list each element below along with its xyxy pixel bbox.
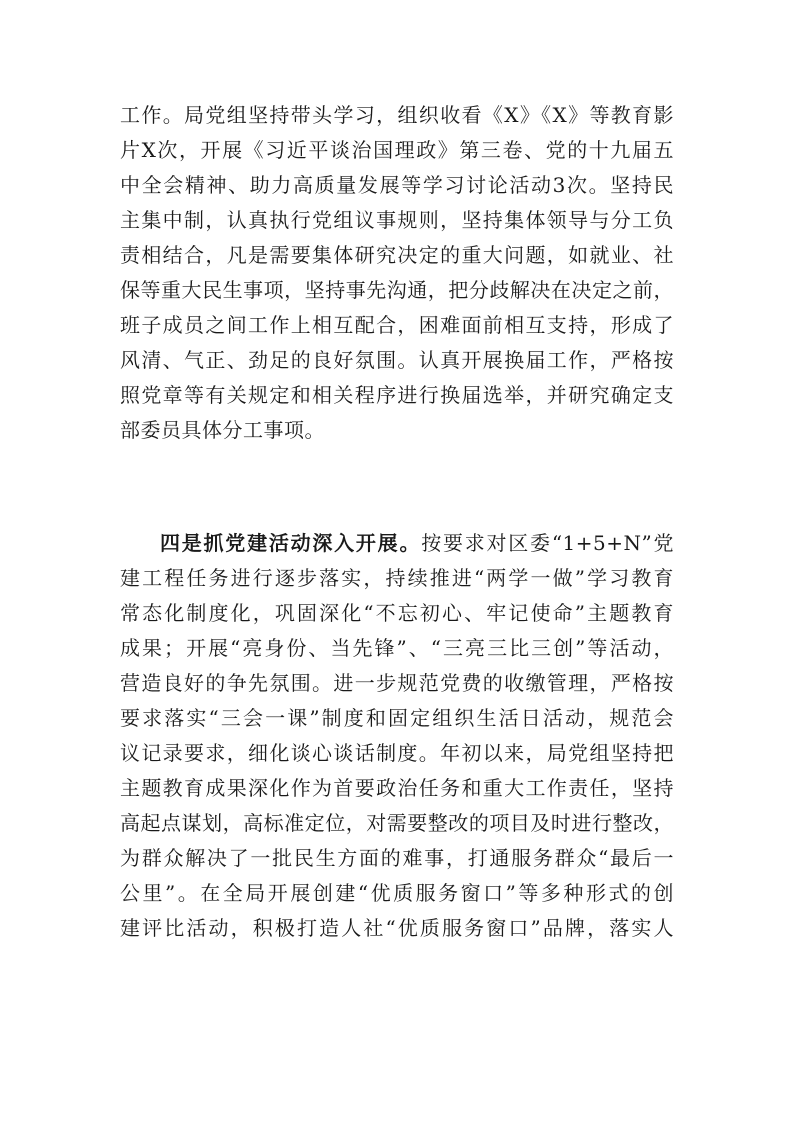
- paragraph-line: 公里”。在全局开展创建“优质服务窗口”等多种形式的创: [120, 881, 674, 905]
- paragraph-line: 主集中制，认真执行党组议事规则，坚持集体领导与分工负: [120, 208, 674, 232]
- paragraph-line: 中全会精神、助力高质量发展等学习讨论活动3次。坚持民: [120, 173, 674, 197]
- paragraph-line: 议记录要求，细化谈心谈话制度。年初以来，局党组坚持把: [120, 741, 674, 765]
- paragraph-1: [120, 98, 674, 448]
- paragraph-line: 营造良好的争先氛围。进一步规范党费的收缴管理，严格按: [120, 671, 674, 695]
- paragraph-line: 责相结合，凡是需要集体研究决定的重大问题，如就业、社: [120, 243, 674, 267]
- paragraph-line: 要求落实“三会一课”制度和固定组织生活日活动，规范会: [120, 706, 674, 730]
- paragraph-line: 为群众解决了一批民生方面的难事，打通服务群众“最后一: [120, 846, 674, 870]
- paragraph-line: 照党章等有关规定和相关程序进行换届选举，并研究确定支: [120, 383, 674, 407]
- paragraph-line: 部委员具体分工事项。: [120, 418, 325, 442]
- paragraph-line: 保等重大民生事项，坚持事先沟通，把分歧解决在决定之前，: [120, 278, 674, 302]
- paragraph-line: 成果；开展“亮身份、当先锋”、“三亮三比三创”等活动，: [120, 636, 674, 660]
- paragraph-line: 建评比活动，积极打造人社“优质服务窗口”品牌，落实人: [120, 916, 674, 940]
- paragraph-2: [120, 526, 674, 946]
- paragraph-line: 常态化制度化，巩固深化“不忘初心、牢记使命”主题教育: [120, 601, 674, 625]
- paragraph-line: 班子成员之间工作上相互配合，困难面前相互支持，形成了: [120, 313, 674, 337]
- paragraph-line: 风清、气正、劲足的良好氛围。认真开展换届工作，严格按: [120, 348, 674, 372]
- paragraph-line: 片X次，开展《习近平谈治国理政》第三卷、党的十九届五: [120, 138, 674, 162]
- paragraph-line: 主题教育成果深化作为首要政治任务和重大工作责任，坚持: [120, 776, 674, 800]
- paragraph-line: 高起点谋划，高标准定位，对需要整改的项目及时进行整改，: [120, 811, 674, 835]
- paragraph-first-line: [120, 526, 674, 561]
- paragraph-first-line-text: 按要求对区委“1+5+N”党: [421, 531, 675, 555]
- paragraph-line: 工作。局党组坚持带头学习，组织收看《X》《X》等教育影: [120, 103, 674, 127]
- paragraph-line: 建工程任务进行逐步落实，持续推进“两学一做”学习教育: [120, 566, 674, 590]
- paragraph-heading: 四是抓党建活动深入开展。: [160, 531, 422, 555]
